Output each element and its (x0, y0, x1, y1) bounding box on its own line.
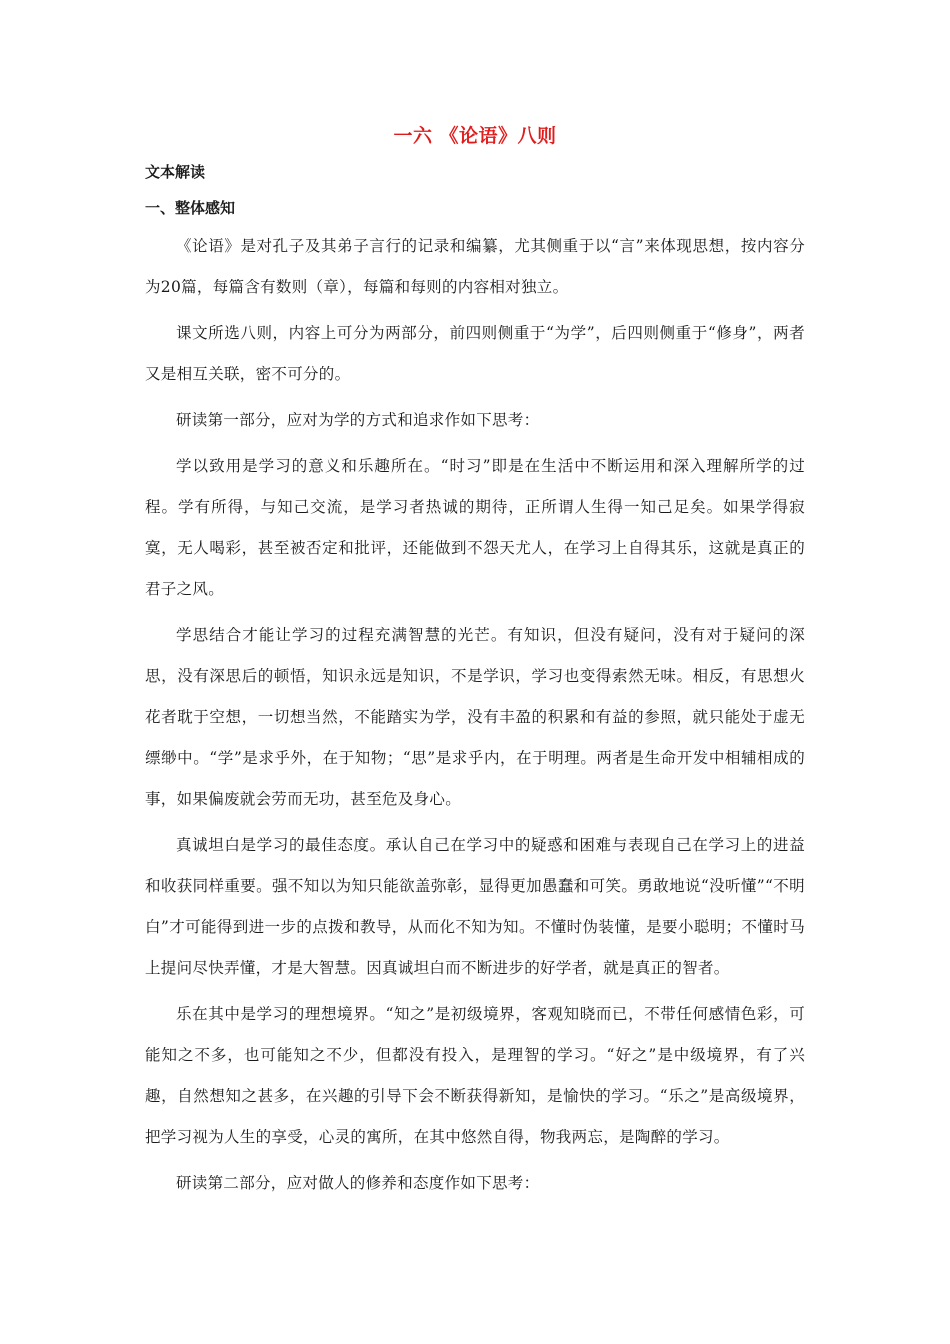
subsection-heading: 一、整体感知 (145, 199, 236, 217)
paragraph: 学以致用是学习的意义和乐趣所在。“时习”即是在生活中不断运用和深入理解所学的过程。学有所得，与知己交流，是学习者热诚的期待，正所谓人生得一知己足矣。如果学得寂寞，无人喝彩，甚至被否定和批评，还能做到不怨天尤人，在学习上自得其乐，这就是真正的君子之风。 (145, 457, 805, 598)
paragraph: 研读第一部分，应对为学的方式和追求作如下思考： (176, 411, 540, 429)
document-title: 一六 《论语》八则 (393, 125, 557, 147)
section-heading: 文本解读 (145, 163, 206, 181)
paragraph: 学思结合才能让学习的过程充满智慧的光芒。有知识，但没有疑问，没有对于疑问的深思，没有深思后的顿悟，知识永远是知识，不是学识，学习也变得索然无味。相反，有思想火花者耽于空想，一切想当然，不能踏实为学，没有丰盈的积累和有益的参照，就只能处于虚无缥缈中。“学”是求乎外，在于知物；“思”是求乎内，在于明理。两者是生命开发中相辅相成的事，如果偏废就会劳而无功，甚至危及身心。 (145, 626, 805, 808)
paragraph: 真诚坦白是学习的最佳态度。承认自己在学习中的疑惑和困难与表现自己在学习上的进益和收获同样重要。强不知以为知只能欲盖弥彰，显得更加愚蠢和可笑。勇敢地说“没听懂”“不明白”才可能得到进一步的点拨和教导，从而化不知为知。不懂时伪装懂，是要小聪明；不懂时马上提问尽快弄懂，才是大智慧。因真诚坦白而不断进步的好学者，就是真正的智者。 (145, 836, 805, 977)
paragraph: 《论语》是对孔子及其弟子言行的记录和编纂，尤其侧重于以“言”来体现思想，按内容分为20篇，每篇含有数则（章），每篇和每则的内容相对独立。 (145, 237, 805, 296)
paragraph: 课文所选八则，内容上可分为两部分，前四则侧重于“为学”，后四则侧重于“修身”，两者又是相互关联，密不可分的。 (145, 324, 805, 383)
document-page (145, 118, 805, 1209)
paragraph: 研读第二部分，应对做人的修养和态度作如下思考： (176, 1174, 540, 1192)
paragraph: 乐在其中是学习的理想境界。“知之”是初级境界，客观知晓而已，不带任何感情色彩，可能知之不多，也可能知之不少，但都没有投入，是理智的学习。“好之”是中级境界，有了兴趣，自然想知之甚多，在兴趣的引导下会不断获得新知，是愉快的学习。“乐之”是高级境界，把学习视为人生的享受，心灵的寓所，在其中悠然自得，物我两忘，是陶醉的学习。 (145, 1005, 805, 1146)
